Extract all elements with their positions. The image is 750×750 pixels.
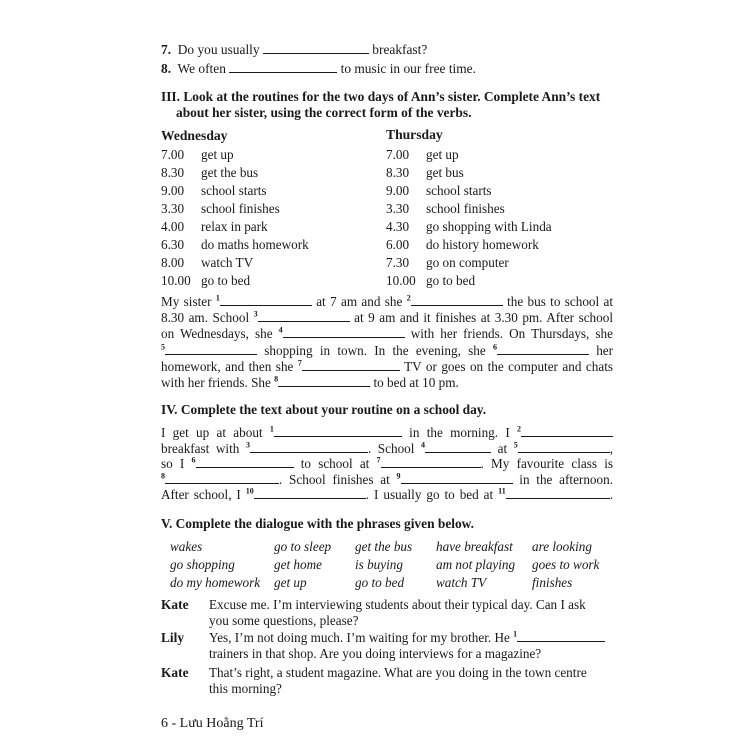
answer-blank[interactable] xyxy=(220,294,312,306)
phrase: are looking xyxy=(532,539,592,554)
thursday-title: Thursday xyxy=(386,127,443,142)
section-3-paragraph: My sister $^1$ at 7 am and she $^2$ the bus to school at 8.30 am. School $^3$ at 9 am and it finishes at 3.30 pm. After school on Wednesdays, she $^4$ with her friends. On Thursdays, she $^5$ shopping in town. In the evening, she $^6$ her homework, and then she $^7$ TV or goes on the computer and chats with her friends. She $^8$ to bed at 10 pm. xyxy=(161,293,614,390)
item-text: We often xyxy=(177,61,226,76)
answer-blank[interactable] xyxy=(258,310,350,322)
answer-blank[interactable] xyxy=(274,425,402,437)
phrase: finishes xyxy=(532,575,573,590)
answer-blank[interactable] xyxy=(165,343,257,355)
answer-blank[interactable] xyxy=(250,441,368,453)
routine-row: 7.30 go on computer xyxy=(386,255,509,270)
section-4-heading: IV. Complete the text about your routine on a school day. xyxy=(161,402,487,417)
routine-row: 10.00 go to bed xyxy=(161,273,251,288)
phrase: is buying xyxy=(355,557,403,572)
phrase: go shopping xyxy=(170,557,235,572)
routine-row: 3.30 school finishes xyxy=(161,201,280,216)
dialogue-line: Excuse me. I’m interviewing students about their typical day. Can I ask you some questions, please? xyxy=(209,597,586,629)
routine-row: 6.30 do maths homework xyxy=(161,237,309,252)
answer-blank[interactable] xyxy=(196,456,294,468)
routine-row: 9.00 school starts xyxy=(161,183,267,198)
item-text: to music in our free time. xyxy=(340,61,476,76)
section-4-paragraph: I get up at about $^1$ in the morning. I $^2$ breakfast with $^3$ . School $^4$ at $^5$ , so I $^6$ to school at $^7$ . My favourite class is $^8$ . School finishes at $^9$ in the afternoon. After school, I $^{10}$ . I usually go to bed at $^{11}$ . xyxy=(161,424,614,502)
answer-blank[interactable] xyxy=(506,487,610,499)
routine-row: 6.00 do history homework xyxy=(386,237,539,252)
routine-row: 3.30 school finishes xyxy=(386,201,505,216)
phrase: get up xyxy=(274,575,307,590)
phrase: goes to work xyxy=(532,557,600,572)
routine-row: 7.00 get up xyxy=(386,147,459,162)
answer-blank[interactable] xyxy=(517,630,605,642)
dialogue-line: That’s right, a student magazine. What are you doing in the town centre this morning? xyxy=(209,665,587,697)
answer-blank[interactable] xyxy=(263,42,369,54)
section-3-heading-cont: about her sister, using the correct form of the verbs. xyxy=(176,105,472,120)
item-number: 8. xyxy=(161,61,172,76)
answer-blank[interactable] xyxy=(381,456,481,468)
phrase: go to sleep xyxy=(274,539,332,554)
item-number: 7. xyxy=(161,42,172,57)
routine-row: 9.00 school starts xyxy=(386,183,492,198)
wednesday-title: Wednesday xyxy=(161,128,228,143)
phrase: go to bed xyxy=(355,575,405,590)
item-8 xyxy=(161,61,476,77)
answer-blank[interactable] xyxy=(425,441,491,453)
answer-blank[interactable] xyxy=(497,343,589,355)
answer-blank[interactable] xyxy=(401,472,513,484)
routine-row: 8.30 get bus xyxy=(386,165,464,180)
answer-blank[interactable] xyxy=(278,375,370,387)
answer-blank[interactable] xyxy=(283,326,405,338)
speaker-name: Lily xyxy=(161,630,185,645)
item-text: Do you usually xyxy=(177,42,260,57)
routine-row: 4.00 relax in park xyxy=(161,219,268,234)
phrase: get home xyxy=(274,557,322,572)
answer-blank[interactable] xyxy=(302,359,400,371)
phrase: am not playing xyxy=(436,557,516,572)
answer-blank[interactable] xyxy=(165,472,279,484)
section-3-heading: III. Look at the routines for the two days of Ann’s sister. Complete Ann’s text xyxy=(161,89,601,104)
answer-blank[interactable] xyxy=(521,425,613,437)
phrase: watch TV xyxy=(436,575,487,590)
phrase: have breakfast xyxy=(436,539,513,554)
answer-blank[interactable] xyxy=(518,441,610,453)
page-footer: 6 - Lưu Hoằng Trí xyxy=(161,716,264,731)
item-text: breakfast? xyxy=(372,42,428,57)
speaker-name: Kate xyxy=(161,665,189,680)
answer-blank[interactable] xyxy=(229,61,337,73)
routine-row: 8.30 get the bus xyxy=(161,165,259,180)
answer-blank[interactable] xyxy=(254,487,366,499)
dialogue-line: Yes, I’m not doing much. I’m waiting for my brother. He $^1$ trainers in that shop. Are you doing interviews for a magazine? xyxy=(209,630,605,663)
routine-row: 4.30 go shopping with Linda xyxy=(386,219,552,234)
speaker-name: Kate xyxy=(161,597,189,612)
section-5-heading: V. Complete the dialogue with the phrases given below. xyxy=(161,516,474,531)
phrase: wakes xyxy=(170,539,203,554)
routine-row: 7.00 get up xyxy=(161,147,234,162)
routine-row: 10.00 go to bed xyxy=(386,273,476,288)
answer-blank[interactable] xyxy=(411,294,503,306)
phrase: get the bus xyxy=(355,539,413,554)
routine-row: 8.00 watch TV xyxy=(161,255,254,270)
phrase: do my homework xyxy=(170,575,261,590)
item-7 xyxy=(161,42,427,58)
